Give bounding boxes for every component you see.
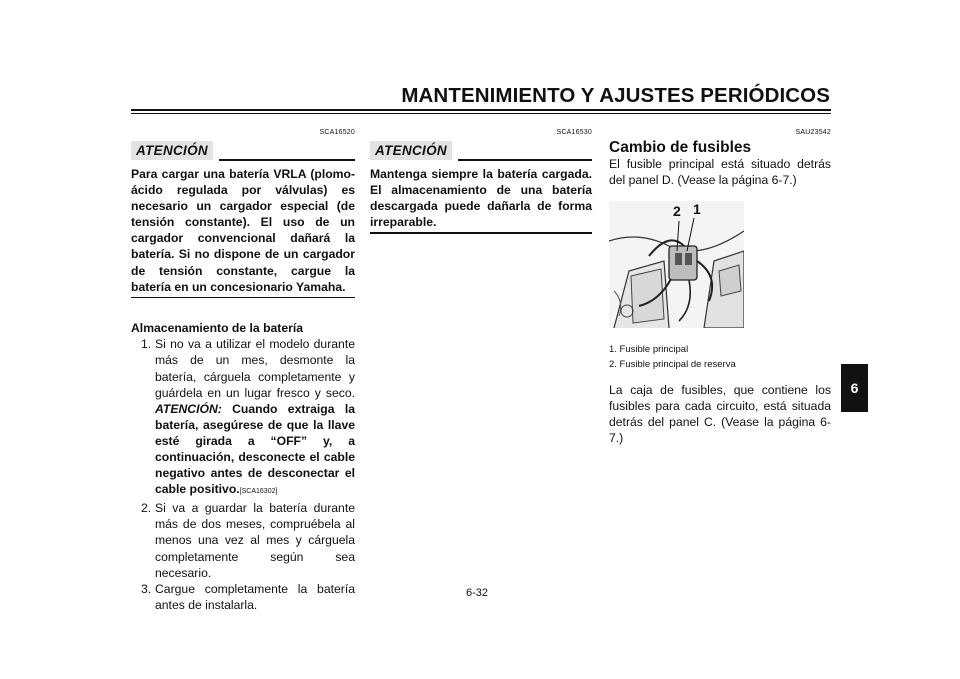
item-number: 3. (141, 581, 152, 596)
attention-rule (458, 159, 592, 161)
reference-code: SCA16520 (319, 129, 355, 136)
column-right (609, 128, 831, 447)
reference-code: SCA16530 (556, 129, 592, 136)
caption-item: 2. Fusible principal de reserva (609, 359, 736, 371)
item-text: Cargue completamente la batería antes de instalarla. (155, 581, 355, 612)
column-middle (370, 128, 592, 234)
header-rule-thin (131, 113, 831, 114)
list-item (141, 336, 355, 500)
fuse-box-paragraph: La caja de fusibles, que contiene los fusibles para cada circuito, está situada detrás del panel C. (Vease la página 6-7.) (609, 383, 831, 446)
figure-captions (609, 342, 831, 372)
battery-warning-text: Para cargar una batería VRLA (plomo-ácido regulada por válvulas) es necesario un cargador especial (de tensión constante). El uso de un cargador convencional dañará la batería. Si no dispone de un cargador de tensión constante, cargue la batería en un concesionario Yamaha. (131, 167, 355, 294)
storage-steps (131, 336, 355, 613)
caption-item: 1. Fusible principal (609, 344, 689, 356)
header-rule (131, 109, 831, 111)
inline-attention-text: Cuando extraiga la batería, asegúrese de que la llave esté girada a “OFF” y, a continuación, desconecte el cable negativo antes de desconectar el cable positivo. (155, 401, 355, 497)
list-item (141, 581, 355, 613)
section-title: Cambio de fusibles (609, 139, 752, 156)
item-number: 1. (141, 337, 152, 352)
warning-end-rule (131, 297, 355, 299)
item-text: Si va a guardar la batería durante más de dos meses, compruébela al menos una vez al mes y cárguela completamente según sea necesario. (155, 501, 355, 580)
storage-subhead: Almacenamiento de la batería (131, 321, 304, 336)
inline-attention-code: [SCA16302] (239, 488, 278, 496)
attention-badge: ATENCIÓN (131, 141, 213, 160)
attention-header (370, 139, 592, 161)
attention-badge: ATENCIÓN (370, 141, 452, 160)
warning-end-rule (370, 232, 592, 234)
item-number: 2. (141, 501, 152, 516)
item-text: Si no va a utilizar el modelo durante más de un mes, desmonte la batería, cárguela completamente y guárdela en un lugar fresco y seco. (155, 337, 355, 400)
page-title: MANTENIMIENTO Y AJUSTES PERIÓDICOS (401, 84, 830, 107)
fuse-photo (609, 201, 744, 328)
page-number: 6-32 (466, 587, 489, 599)
list-item (141, 500, 355, 580)
figure-callout-2: 2 (673, 203, 681, 220)
fuse-photo-illustration (609, 201, 744, 328)
charge-warning-text: Mantenga siempre la batería cargada. El almacenamiento de una batería descargada puede dañarla de forma irreparable. (370, 167, 592, 230)
attention-header (131, 139, 355, 161)
reference-code: SAU23542 (795, 129, 831, 136)
chapter-tab[interactable]: 6 (841, 364, 868, 412)
figure-callout-1: 1 (693, 201, 701, 218)
inline-attention-label: ATENCIÓN: (155, 401, 222, 416)
column-left (131, 128, 355, 613)
attention-rule (219, 159, 355, 161)
intro-paragraph: El fusible principal está situado detrás del panel D. (Vease la página 6-7.) (609, 157, 831, 188)
